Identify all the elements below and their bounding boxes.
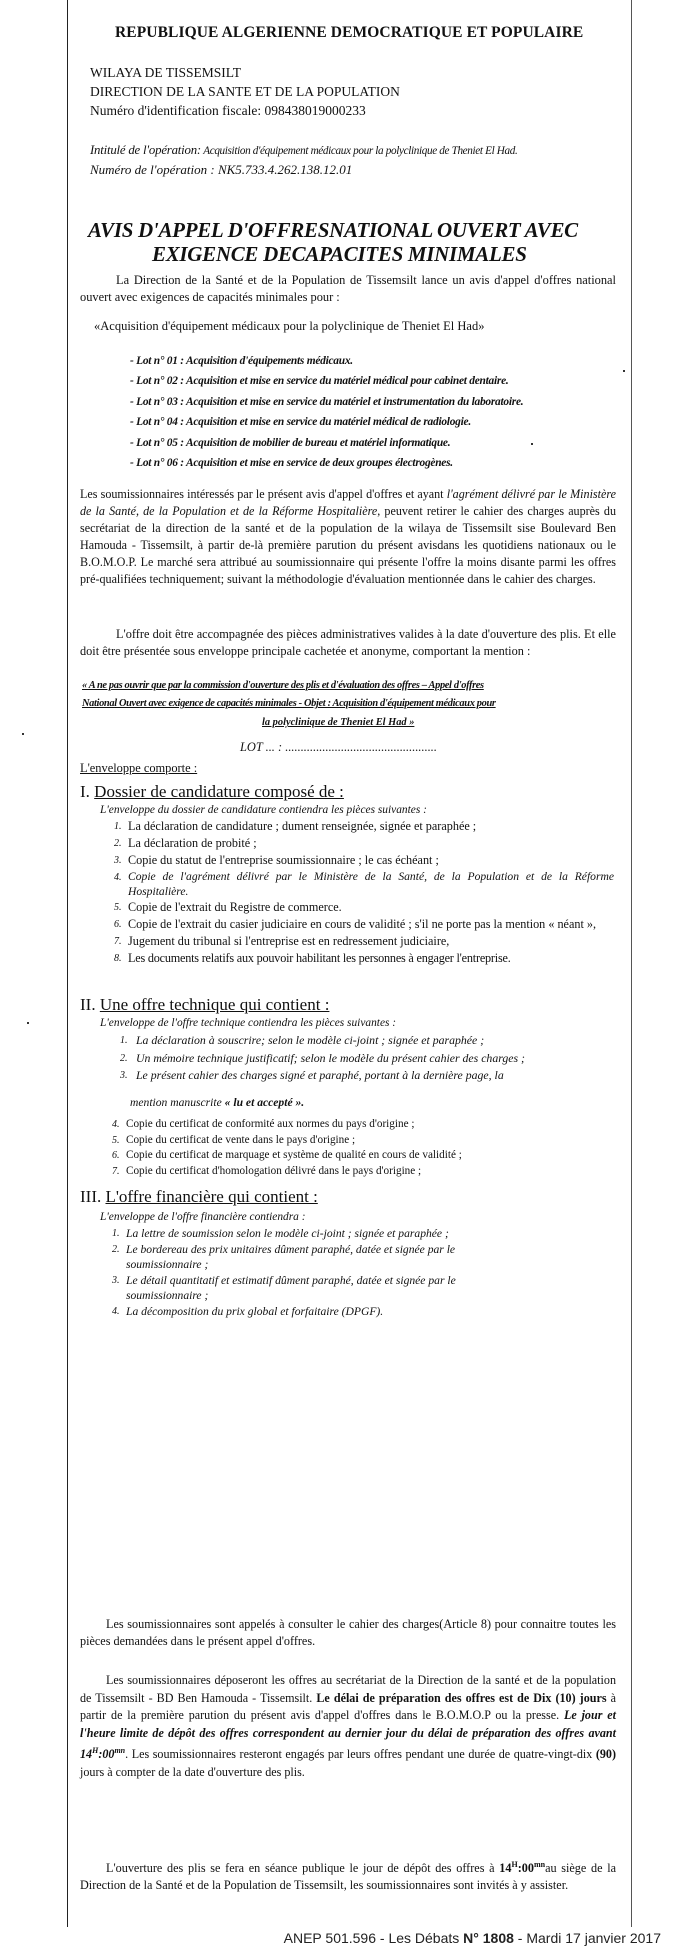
item-text: La déclaration à souscrire; selon le modèle ci-joint ; signée et paraphée ;: [136, 1033, 485, 1047]
section1-title: Dossier de candidature composé de :: [94, 782, 344, 801]
deadline-j: jours à compter de la date d'ouverture des plis.: [80, 1765, 305, 1779]
footer-anep: ANEP 501.596 - Les Débats: [283, 1930, 464, 1946]
deadline-b: Le délai de préparation des offres est de Dix (10) jours: [316, 1690, 607, 1705]
section2-intro: L'enveloppe de l'offre technique contiendra les pièces suivantes :: [100, 1017, 397, 1029]
deadline-e: H: [92, 1746, 99, 1756]
section3-item: [112, 1304, 512, 1320]
envelope-label: L'enveloppe comporte :: [80, 761, 198, 775]
paragraph-withdrawal-b: l'agrément délivré par le Ministère de la Santé, de la Population et de la Réforme Hospitalière: [80, 487, 616, 518]
item-number: 2.: [112, 1243, 120, 1255]
paragraph-consult: Les soumissionnaires sont appelés à consulter le cahier des charges(Article 8) pour connaitre toutes les pièces demandées dans le présent appel d'offres.: [80, 1617, 616, 1649]
mention-line2: National Ouvert avec exigence de capacités minimales - Objet : Acquisition d'équipement médicaux pour: [82, 698, 496, 709]
operation-number: Numéro de l'opération : NK5.733.4.262.138.12.01: [90, 162, 353, 177]
item-text: La déclaration de probité ;: [128, 836, 257, 850]
item-number: 7.: [114, 936, 122, 947]
section2-list-a: [120, 1032, 620, 1085]
item-number: 4.: [112, 1119, 120, 1130]
section2-item: [120, 1050, 620, 1068]
deadline-g: mn: [114, 1746, 126, 1756]
section1-item: [114, 950, 614, 967]
deadline-a: Les soumissionnaires déposeront les offres au secrétariat de la Direction de la santé et de la population de Tissemsilt - BD Ben Hamouda - Tissemsilt.: [80, 1673, 616, 1705]
republic-heading: REPUBLIQUE ALGERIENNE DEMOCRATIQUE ET POPULAIRE: [115, 24, 584, 41]
paragraph-withdrawal-c: , peuvent retirer le cahier des charges auprès du secrétariat de la direction de la santé et de la population de la wilaya de Tissemsilt sise Boulevard Ben Hamouda - Tissemsilt, à partir de-là première parution du présent avisdans les quotidiens nationaux ou le B.O.M.O.P. Le marché sera attribué au soumissionnaire qui présente l'offre la moins disante parmi les offres pré-qualifiées techniquement; suivant la méthodologie d'évaluation mentionnée dans le cahier des charges.: [80, 504, 616, 586]
item-text: Copie du statut de l'entreprise soumissionnaire ; le cas échéant ;: [128, 853, 439, 867]
section1-item: [114, 916, 614, 933]
item-text: Copie de l'extrait du Registre de commerce.: [128, 900, 342, 914]
section3-item: [112, 1242, 512, 1273]
mention-bold: « lu et accepté ».: [224, 1096, 305, 1109]
section2-mention: [130, 1096, 304, 1109]
mention-line1: « A ne pas ouvrir que par la commission d'ouverture des plis et d'évaluation des offres – Appel d'offres: [82, 680, 484, 691]
paragraph-offer: L'offre doit être accompagnée des pièces administratives valides à la date d'ouverture des plis. Et elle doit être présentée sous enveloppe principale cachetée et anonyme, comportant la mention :: [80, 627, 616, 659]
deadline-d: Le jour et l'heure limite de dépôt des offres correspondent au dernier jour du délai de préparation des offres avant 14: [80, 1708, 616, 1762]
item-text: Le présent cahier des charges signé et paraphé, portant à la dernière page, la: [136, 1068, 504, 1082]
section2-item: [120, 1067, 620, 1085]
item-text: Copie du certificat d'homologation délivré dans le pays d'origine ;: [126, 1164, 422, 1177]
footer-issue-number: N° 1808: [463, 1930, 514, 1946]
deadline-i: (90): [595, 1747, 616, 1762]
scan-speck: [623, 370, 625, 372]
item-text: Copie du certificat de marquage et système de qualité en cours de validité ;: [126, 1149, 462, 1161]
lot-item: - Lot n° 06 : Acquisition et mise en service de deux groupes électrogènes.: [130, 457, 453, 470]
intro-paragraph: La Direction de la Santé et de la Population de Tissemsilt lance un avis d'appel d'offres national ouvert avec exigences de capacités minimales pour :: [80, 273, 616, 305]
section3-intro: L'enveloppe de l'offre financière contiendra :: [100, 1211, 306, 1223]
lot-item: - Lot n° 02 : Acquisition et mise en service du matériel médical pour cabinet dentaire.: [130, 375, 509, 388]
item-number: 5.: [114, 902, 122, 913]
item-text: La déclaration de candidature ; dument renseignée, signée et paraphée ;: [128, 819, 477, 833]
section1-list: [114, 818, 614, 967]
operation-title-label: Intitulé de l'opération:: [90, 143, 201, 157]
opening-c: H: [511, 1860, 518, 1869]
item-text: Un mémoire technique justificatif; selon le modèle du présent cahier des charges ;: [136, 1050, 525, 1065]
item-number: 3.: [112, 1274, 120, 1286]
section1-number: I.: [80, 782, 95, 801]
deadline-c: à partir de la première parution du présent avis d'appel d'offres dans le B.O.M.O.P ou la presse.: [80, 1690, 616, 1723]
item-text: La décomposition du prix global et forfaitaire (DPGF).: [126, 1304, 384, 1318]
item-number: 1.: [112, 1228, 120, 1239]
item-number: 8.: [114, 953, 122, 964]
section2-item: [112, 1164, 612, 1180]
item-number: 6.: [114, 919, 122, 930]
item-text: Jugement du tribunal si l'entreprise est en redressement judiciaire,: [128, 934, 450, 948]
nif-line: Numéro d'identification fiscale: 098438019000233: [90, 103, 366, 118]
scan-speck: [27, 1022, 29, 1024]
item-number: 2.: [120, 1052, 128, 1064]
section1-item: [114, 835, 614, 852]
section2-item: [112, 1117, 612, 1133]
lot-item: - Lot n° 04 : Acquisition et mise en service du matériel médical de radiologie.: [130, 416, 471, 429]
section1-item: [114, 933, 614, 950]
opening-e: mn: [533, 1860, 546, 1869]
section2-item: [112, 1133, 612, 1149]
lot-item: - Lot n° 03 : Acquisition et mise en service du matériel et instrumentation du laboratoire.: [130, 395, 524, 408]
item-number: 1.: [114, 821, 122, 832]
section2-item: [112, 1148, 612, 1164]
section2-number: II.: [80, 995, 100, 1014]
scan-speck: [22, 733, 24, 735]
footer-date: - Mardi 17 janvier 2017: [513, 1930, 661, 1946]
paragraph-withdrawal: [80, 486, 616, 588]
mention-prefix: mention manuscrite: [130, 1096, 225, 1109]
item-number: 5.: [112, 1134, 120, 1146]
section2-heading: [80, 995, 329, 1015]
section1-item: [114, 852, 614, 869]
item-text: Copie du certificat de conformité aux normes du pays d'origine ;: [126, 1118, 415, 1130]
section1-item: [114, 818, 614, 835]
lot-placeholder: LOT ... : .................................................: [240, 740, 438, 754]
item-number: 6.: [112, 1150, 120, 1161]
scan-speck: [531, 443, 533, 445]
item-text: Les documents relatifs aux pouvoir habilitant les personnes à engager l'entreprise.: [128, 951, 511, 965]
operation-title-value: Acquisition d'équipement médicaux pour la polyclinique de Theniet El Had.: [200, 145, 518, 157]
opening-a: L'ouverture des plis se fera en séance publique le jour de dépôt des offres à: [106, 1861, 500, 1876]
newspaper-footer: [0, 1930, 673, 1946]
opening-d: :00: [517, 1861, 534, 1876]
lots-list: [130, 351, 523, 473]
intro-quote: «Acquisition d'équipement médicaux pour la polyclinique de Theniet El Had»: [94, 319, 485, 333]
section1-intro: L'enveloppe du dossier de candidature contiendra les pièces suivantes :: [100, 804, 427, 816]
item-text: Le bordereau des prix unitaires dûment paraphé, datée et signée par le soumissionnaire ;: [126, 1242, 456, 1272]
lot-item: - Lot n° 05 : Acquisition de mobilier de bureau et matériel informatique.: [130, 436, 451, 449]
item-text: Copie de l'agrément délivré par le Ministère de la Santé, de la Population et de la Réforme Hospitalière.: [128, 870, 614, 898]
item-number: 2.: [114, 838, 122, 849]
item-number: 3.: [114, 855, 122, 866]
item-text: Le détail quantitatif et estimatif dûment paraphé, datée et signée par le soumissionnaire ;: [126, 1273, 456, 1303]
section1-heading: [80, 782, 344, 802]
lot-item: - Lot n° 01 : Acquisition d'équipements médicaux.: [130, 355, 353, 367]
deadline-f: :00: [98, 1747, 115, 1762]
section3-number: III.: [80, 1187, 106, 1206]
section1-item: [114, 899, 614, 916]
notice-title-line2: EXIGENCE DECAPACITES MINIMALES: [152, 242, 527, 266]
section3-list: [112, 1226, 512, 1320]
section3-title: L'offre financière qui contient :: [105, 1187, 318, 1206]
wilaya-line: WILAYA DE TISSEMSILT: [90, 65, 242, 80]
section3-item: [112, 1226, 512, 1242]
notice-title-line1: AVIS D'APPEL D'OFFRESNATIONAL OUVERT AVEC: [88, 218, 578, 242]
paragraph-deadline: [80, 1672, 616, 1782]
section3-heading: [80, 1187, 318, 1207]
paragraph-opening: [80, 1856, 616, 1894]
section3-item: [112, 1273, 512, 1304]
item-number: 3.: [120, 1070, 128, 1081]
section2-list-b: [112, 1117, 612, 1179]
section2-item: [120, 1032, 620, 1050]
section2-title: Une offre technique qui contient :: [99, 995, 330, 1014]
section1-item: [114, 869, 614, 899]
deadline-h: . Les soumissionnaires resteront engagés par leurs offres pendant une durée de quatre-vingt-dix: [125, 1747, 596, 1762]
item-number: 4.: [112, 1305, 120, 1317]
item-text: La lettre de soumission selon le modèle ci-joint ; signée et paraphée ;: [126, 1227, 449, 1240]
direction-line: DIRECTION DE LA SANTE ET DE LA POPULATION: [90, 84, 400, 99]
item-text: Copie du certificat de vente dans le pays d'origine ;: [126, 1133, 356, 1146]
opening-b: 14: [499, 1861, 512, 1876]
item-number: 1.: [120, 1035, 128, 1046]
item-text: Copie de l'extrait du casier judiciaire en cours de validité ; s'il ne porte pas la mention « néant »,: [128, 917, 597, 931]
item-number: 4.: [114, 872, 122, 883]
item-number: 7.: [112, 1165, 120, 1177]
operation-title: [90, 143, 517, 158]
mention-line3: la polyclinique de Theniet El Had »: [262, 717, 415, 728]
paragraph-withdrawal-a: Les soumissionnaires intéressés par le présent avis d'appel d'offres et ayant: [80, 487, 447, 501]
opening-f: au siège de la Direction de la Santé et de la Population de Tissemsilt, les soumissionnaires sont invités à y assister.: [80, 1861, 617, 1893]
